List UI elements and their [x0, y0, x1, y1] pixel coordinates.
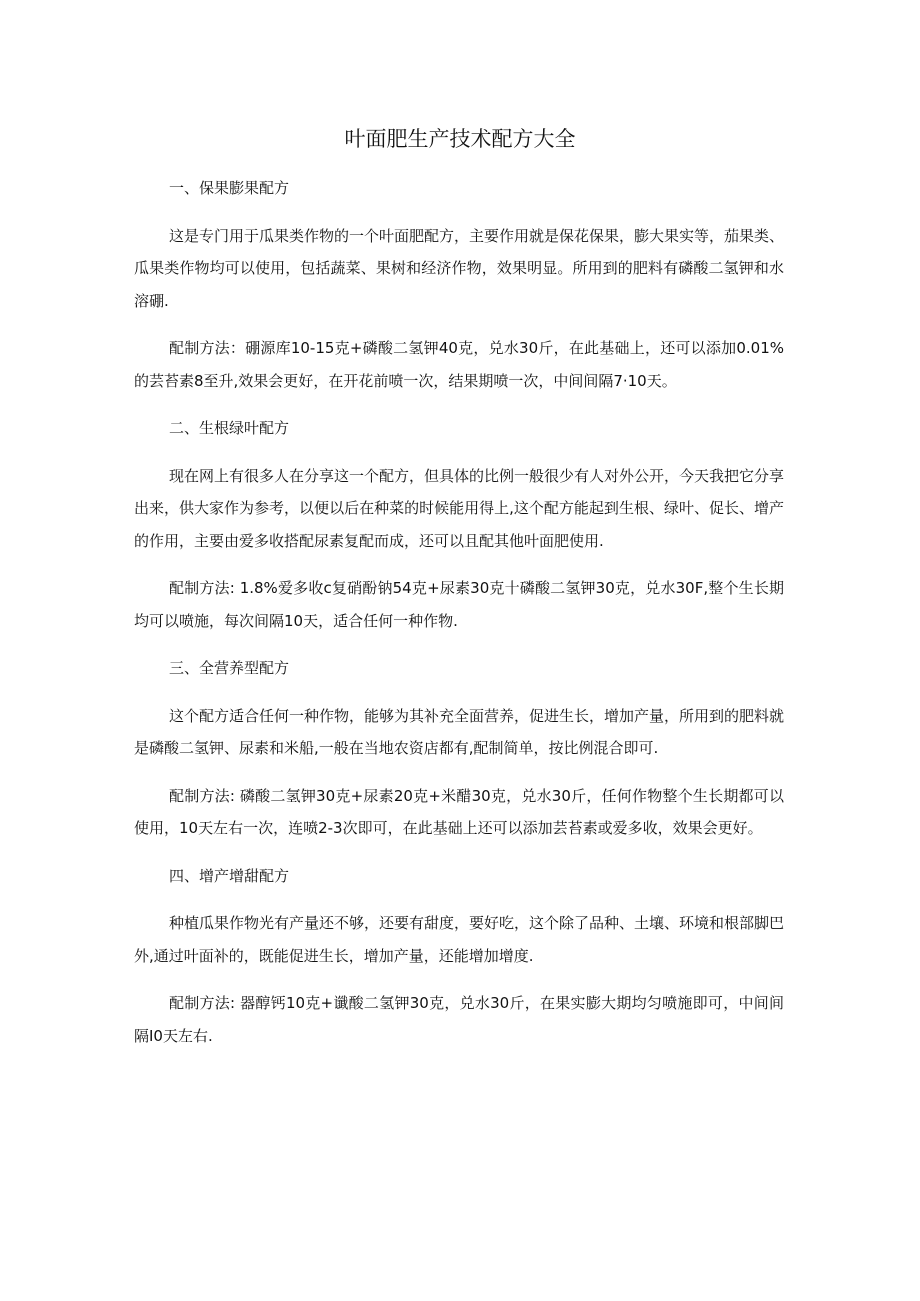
- section-paragraph: 这是专门用于瓜果类作物的一个叶面肥配方，主要作用就是保花保果，膨大果实等，茄果类、瓜果类作物均可以使用，包括蔬菜、果树和经济作物，效果明显。所用到的肥料有磷酸二氢钾和水溶硼.: [134, 226, 785, 310]
- section-paragraph: 配制方法: 磷酸二氢钾30克+尿素20克+米醋30克，兑水30斤，任何作物整个生长期都可以使用，10天左右一次，连喷2-3次即可，在此基础上还可以添加芸苔素或爱多收，效果会更好。: [134, 786, 784, 837]
- section-paragraph: 种植瓜果作物光有产量还不够，还要有甜度，要好吃，这个除了品种、土壤、环境和根部脚巴外,通过叶面补的，既能促进生长，增加产量，还能增加增度.: [134, 914, 785, 965]
- section-heading: 四、增产增甜配方: [169, 866, 290, 885]
- section-paragraph: 这个配方适合任何一种作物，能够为其补充全面营养，促进生长，增加产量，所用到的肥料就是磷酸二氢钾、尿素和米船,一般在当地农资店都有,配制简单，按比例混合即可.: [134, 706, 785, 757]
- page-title: 叶面肥生产技术配方大全: [344, 127, 576, 151]
- section-1: [134, 172, 784, 397]
- section-paragraph: 配制方法: 1.8%爱多收c复硝酚钠54克+尿素30克十磷酸二氢钾30克，兑水30F,整个生长期均可以喷施，每次间隔10天，适合任何一种作物.: [134, 579, 784, 630]
- section-paragraph: 配制方法: 器醇钙10克+谶酸二氢钾30克，兑水30斤，在果实膨大期均匀喷施即可，中间间隔I0天左右.: [134, 994, 784, 1045]
- section-paragraph: 现在网上有很多人在分享这一个配方，但具体的比例一般很少有人对外公开，今天我把它分享出来，供大家作为参考，以便以后在种菜的时候能用得上,这个配方能起到生根、绿叶、促长、增产的作用，主要由爱多收搭配尿素复配而成，还可以且配其他叶面肥使用.: [134, 466, 785, 550]
- section-3: [134, 652, 784, 845]
- section-heading: 三、全营养型配方: [169, 659, 290, 677]
- section-2: [134, 412, 784, 637]
- document-body: [134, 172, 784, 1052]
- section-4: [134, 860, 784, 1053]
- section-heading: 一、保果膨果配方: [169, 179, 290, 197]
- section-paragraph: 配制方法：硼源库10-15克+磷酸二氢钾40克，兑水30斤，在此基础上，还可以添加0.01%的芸苔素8至升,效果会更好，在开花前喷一次，结果期喷一次，中间间隔7·10天。: [134, 339, 784, 390]
- section-heading: 二、生根绿叶配方: [169, 419, 290, 437]
